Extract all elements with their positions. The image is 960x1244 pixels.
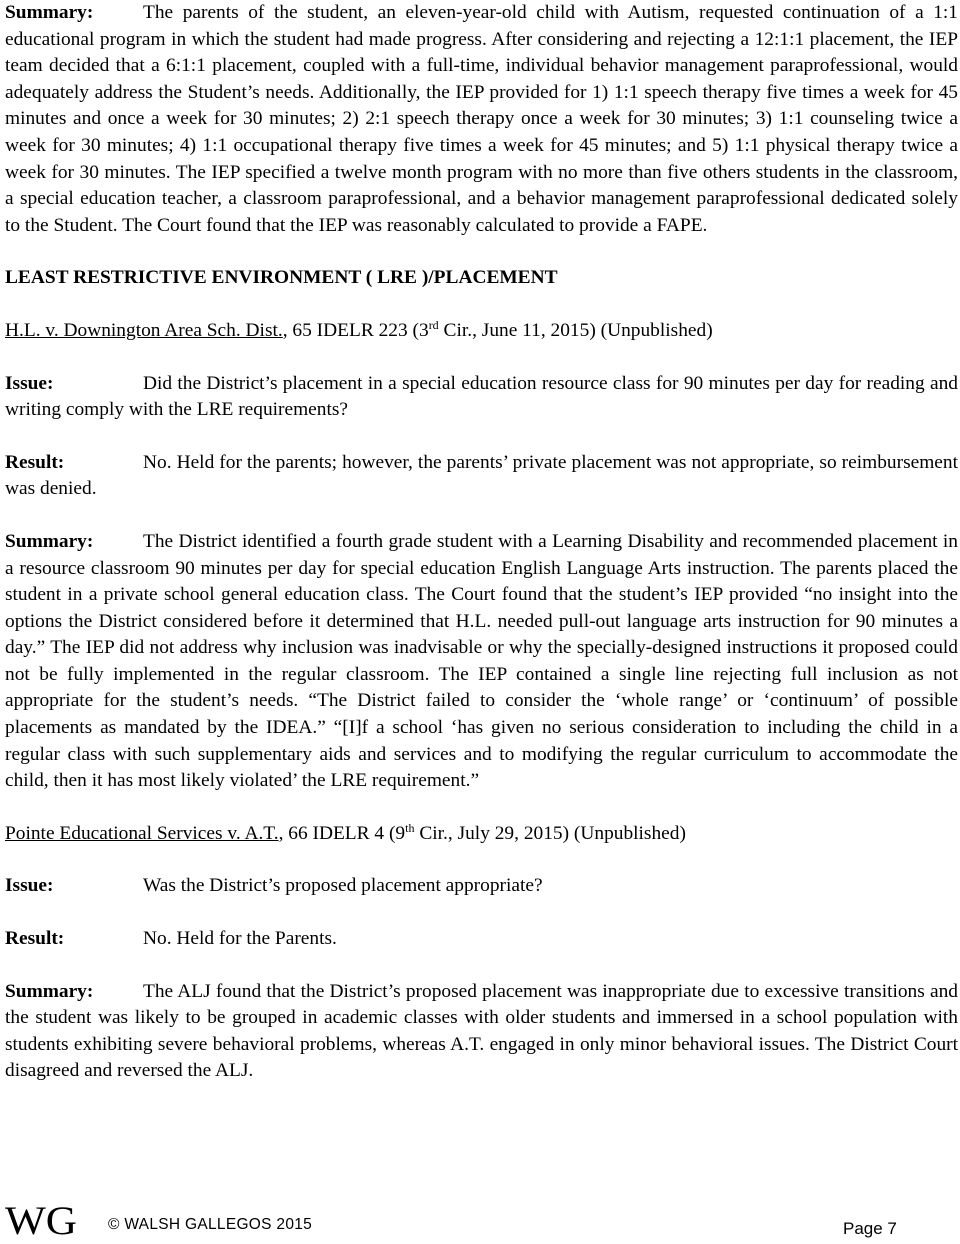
case-name: Pointe Educational Services v. A.T. <box>5 822 279 844</box>
issue-text: Did the District’s placement in a special education resource class for 90 minutes per day for reading and writing comply with the LRE requirements? <box>5 372 958 421</box>
case-citation-mid: , 65 IDELR 223 (3 <box>282 319 429 341</box>
issue-text: Was the District’s proposed placement appropriate? <box>143 875 543 897</box>
case-name: H.L. v. Downington Area Sch. Dist. <box>5 319 283 341</box>
page-footer <box>0 1196 960 1244</box>
copyright-notice: © WALSH GALLEGOS 2015 <box>108 1216 313 1233</box>
page-number: Page 7 <box>843 1219 897 1238</box>
summary-paragraph <box>5 979 958 1085</box>
issue-paragraph <box>5 371 958 424</box>
issue-label: Issue: <box>5 372 54 394</box>
result-text: No. Held for the Parents. <box>143 928 337 950</box>
summary-label: Summary: <box>5 980 94 1002</box>
result-label: Result: <box>5 451 65 473</box>
case-citation-mid: , 66 IDELR 4 (9 <box>278 822 406 844</box>
summary-paragraph <box>5 529 958 795</box>
document-page <box>5 0 958 1085</box>
issue-paragraph <box>5 873 958 900</box>
case-citation-end: Cir., July 29, 2015) (Unpublished) <box>414 822 686 844</box>
logo-text: WG <box>5 1200 77 1240</box>
summary-text: The parents of the student, an eleven-year-old child with Autism, requested continuation of a 1:1 educational program in which the student had made progress. After considering and rejecting a 12:1:1 placement, the IEP team decided that a 6:1:1 placement, coupled with a full-time, individual behavior management paraprofessional, would adequately address the Student’s needs. Additionally, the IEP provided for 1) 1:1 speech therapy five times a week for 45 minutes and once a week for 30 minutes; 2) 2:1 speech therapy once a week for 30 minutes; 3) 1:1 counseling twice a week for 30 minutes; 4) 1:1 occupational therapy five times a week for 45 minutes; and 5) 1:1 physical therapy twice a week for 30 minutes. The IEP specified a twelve month program with no more than five others students in the classroom, a special education teacher, a classroom paraprofessional, and a behavior management paraprofessional dedicated solely to the Student. The Court found that the IEP was reasonably calculated to provide a FAPE. <box>5 2 958 236</box>
case-citation <box>5 318 958 345</box>
case-citation-sup: th <box>405 820 415 835</box>
summary-text: The District identified a fourth grade student with a Learning Disability and recommended placement in a resource classroom 90 minutes per day for special education English Language Arts instruction. The parents placed the student in a private school general education class. The Court found that the student’s IEP provided “no insight into the options the District considered before it determined that H.L. needed pull-out language arts instruction for 90 minutes a day.” The IEP did not address why inclusion was inadvisable or why the specially-designed instructions it proposed could not be fully implemented in the regular classroom. The IEP contained a single line rejecting full inclusion as not appropriate for the student’s needs. “The District failed to consider the ‘whole range’ or ‘continuum’ of possible placements as mandated by the IDEA.” “[I]f a school ‘has given no serious consideration to including the child in a regular class with such supplementary aids and services and to modifying the regular curriculum to accommodate the child, then it has most likely violated’ the LRE requirement.” <box>5 530 958 792</box>
case-citation-sup: rd <box>428 317 439 332</box>
case-citation <box>5 821 958 848</box>
summary-label: Summary: <box>5 530 94 552</box>
summary-text: The ALJ found that the District’s proposed placement was inappropriate due to excessive transitions and the student was likely to be grouped in academic classes with older students and immersed in a school population with students exhibiting severe behavioral problems, whereas A.T. engaged in only minor behavioral issues. The District Court disagreed and reversed the ALJ. <box>5 980 958 1082</box>
result-paragraph <box>5 926 958 953</box>
result-label: Result: <box>5 928 65 950</box>
issue-label: Issue: <box>5 875 54 897</box>
walsh-gallegos-logo <box>5 1200 77 1240</box>
result-paragraph <box>5 450 958 503</box>
summary-paragraph <box>5 0 958 239</box>
section-heading: LEAST RESTRICTIVE ENVIRONMENT ( LRE )/PLACEMENT <box>5 267 558 289</box>
case-citation-end: Cir., June 11, 2015) (Unpublished) <box>438 319 713 341</box>
result-text: No. Held for the parents; however, the parents’ private placement was not appropriate, so reimbursement was denied. <box>5 451 958 500</box>
summary-label: Summary: <box>5 2 94 23</box>
